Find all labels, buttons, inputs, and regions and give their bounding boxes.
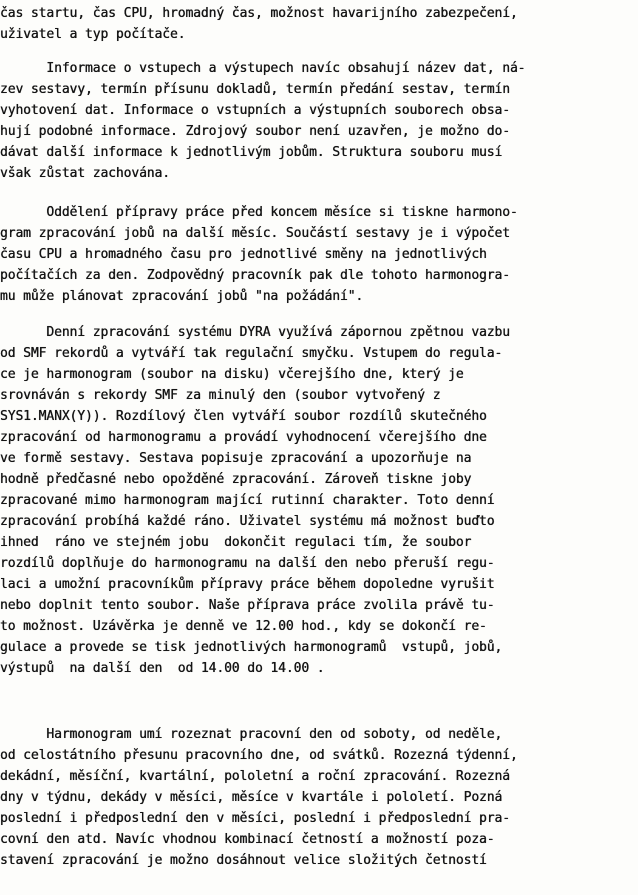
- text-line: laci a umožní pracovníkům přípravy práce během dopoledne vyrušit: [0, 577, 495, 592]
- text-line: čas startu, čas CPU, hromadný čas, možnost havarijního zabezpečení,: [0, 6, 518, 21]
- text-line: hodně předčasné nebo opožděné zpracování. Zároveň tiskne joby: [0, 472, 472, 487]
- text-line: covní den atd. Navíc vhodnou kombinací četností a možností poza-: [0, 832, 495, 847]
- text-line: nebo doplnit tento soubor. Naše příprava práce zvolila právě tu-: [0, 598, 495, 613]
- text-line: gulace a provede se tisk jednotlivých harmonogramů vstupů, jobů,: [0, 640, 503, 655]
- text-line: Harmonogram umí rozeznat pracovní den od soboty, od neděle,: [0, 727, 503, 742]
- text-line: dny v týdnu, dekády v měsíci, měsíce v kvartále i pololetí. Pozná: [0, 790, 503, 805]
- text-line: dekádní, měsíční, kvartální, pololetní a roční zpracování. Rozezná: [0, 769, 510, 784]
- text-line: zpracování od harmonogramu a provádí vyhodnocení včerejšího dne: [0, 430, 487, 445]
- paragraph-2: [0, 58, 638, 184]
- text-line: výstupů na další den od 14.00 do 14.00 .: [0, 661, 325, 676]
- text-line: zpracování probíhá každé ráno. Uživatel systému má možnost buďto: [0, 514, 495, 529]
- text-line: času CPU a hromadného času pro jednotlivé směny na jednotlivých: [0, 247, 487, 262]
- text-line: od SMF rekordů a vytváří tak regulační smyčku. Vstupem do regula-: [0, 346, 503, 361]
- paragraph-4: [0, 322, 638, 679]
- text-line: uživatel a typ počítače.: [0, 27, 186, 42]
- paragraph-3: [0, 202, 638, 307]
- text-line: hují podobné informace. Zdrojový soubor není uzavřen, je možno do-: [0, 124, 510, 139]
- text-line: dávat další informace k jednotlivým jobům. Struktura souboru musí: [0, 145, 503, 160]
- text-line: počítačích za den. Zodpovědný pracovník pak dle tohoto harmonogra-: [0, 268, 510, 283]
- text-line: ihned ráno ve stejném jobu dokončit regulaci tím, že soubor: [0, 535, 472, 550]
- text-line: rozdílů doplňuje do harmonogramu na další den nebo přeruší regu-: [0, 556, 495, 571]
- text-line: stavení zpracování je možno dosáhnout velice složitých četností: [0, 853, 487, 868]
- text-line: to možnost. Uzávěrka je denně ve 12.00 hod., kdy se dokončí re-: [0, 619, 487, 634]
- text-line: vyhotovení dat. Informace o vstupních a výstupních souborech obsa-: [0, 103, 510, 118]
- text-line: srovnáván s rekordy SMF za minulý den (soubor vytvořený z: [0, 388, 441, 403]
- text-line: zpracované mimo harmonogram mající rutinní charakter. Toto denní: [0, 493, 495, 508]
- text-line: však zůstat zachována.: [0, 166, 170, 181]
- text-line: Oddělení přípravy práce před koncem měsíce si tiskne harmono-: [0, 205, 518, 220]
- paragraph-1: [0, 3, 638, 45]
- text-line: ce je harmonogram (soubor na disku) včerejšího dne, který je: [0, 367, 464, 382]
- text-line: Informace o vstupech a výstupech navíc obsahují název dat, ná-: [0, 61, 526, 76]
- text-line: SYS1.MANX(Y)). Rozdílový člen vytváří soubor rozdílů skutečného: [0, 409, 487, 424]
- paragraph-5: [0, 724, 638, 871]
- text-line: poslední i předposlední den v měsíci, poslední i předposlední pra-: [0, 811, 510, 826]
- text-line: od celostátního přesunu pracovního dne, od svátků. Rozezná týdenní,: [0, 748, 518, 763]
- text-line: zev sestavy, termín přísunu dokladů, termín předání sestav, termín: [0, 82, 510, 97]
- text-line: gram zpracování jobů na další měsíc. Součástí sestavy je i výpočet: [0, 226, 510, 241]
- text-line: Denní zpracování systému DYRA využívá zápornou zpětnou vazbu: [0, 325, 510, 340]
- text-line: mu může plánovat zpracování jobů "na požádání".: [0, 289, 364, 304]
- text-line: ve formě sestavy. Sestava popisuje zpracování a upozorňuje na: [0, 451, 472, 466]
